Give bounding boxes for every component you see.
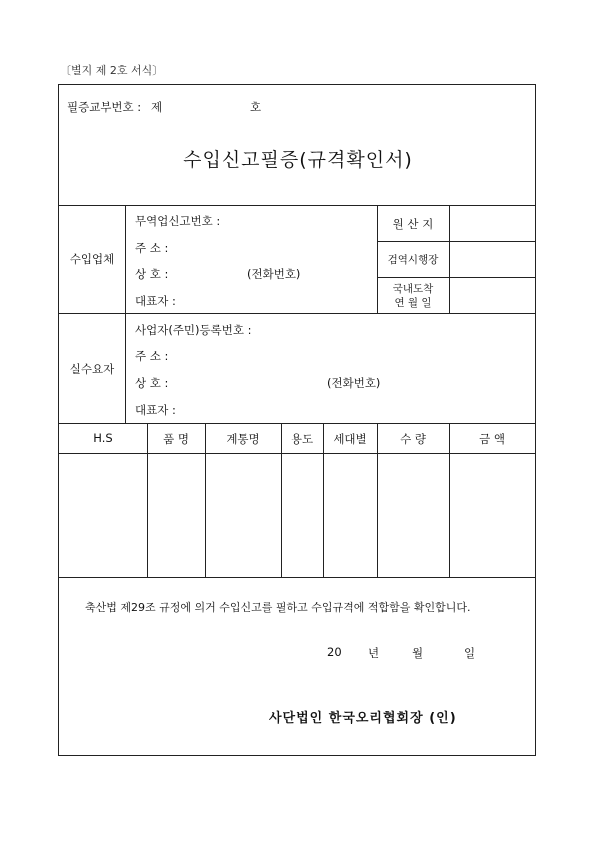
divider-table-header: [59, 453, 535, 454]
importer-phone-label: (전화번호): [247, 267, 301, 281]
header-lineage: 계통명: [226, 432, 260, 446]
header-quantity: 수 량: [400, 432, 426, 446]
certificate-form: [58, 84, 536, 756]
consumer-company-label: 상 호 :: [135, 376, 169, 390]
importer-company-label: 상 호 :: [135, 267, 169, 281]
trade-reg-label: 무역업신고번호 :: [135, 214, 221, 228]
date-year-label: 년: [368, 646, 380, 660]
consumer-address-label: 주 소 :: [135, 349, 169, 363]
consumer-phone-label: (전화번호): [327, 376, 381, 390]
divider-side-right: [449, 205, 450, 313]
divider-side-1: [377, 241, 535, 242]
divider-importer: [59, 313, 535, 314]
arrival-label-line1: 국내도착: [392, 283, 434, 295]
cert-no-suffix: 호: [250, 100, 262, 114]
header-hs: H.S: [93, 431, 113, 445]
header-amount: 금 액: [479, 432, 505, 446]
arrival-label-line2: 연 월 일: [394, 297, 432, 309]
divider-consumer: [59, 423, 535, 424]
divider-section-labels: [125, 205, 126, 423]
divider-side-2: [377, 277, 535, 278]
cert-no-prefix: 제: [151, 100, 163, 114]
date-day-label: 일: [464, 646, 476, 660]
date-year-prefix: 20: [327, 645, 342, 659]
importer-rep-label: 대표자 :: [135, 294, 176, 308]
signature-line: 사단법인 한국오리협회장 (인): [269, 711, 457, 726]
date-month-label: 월: [412, 646, 424, 660]
consumer-section-label: 실수요자: [69, 362, 115, 376]
importer-address-label: 주 소 :: [135, 241, 169, 255]
divider-table-body: [59, 577, 535, 578]
form-number-label: 〔별지 제 2호 서식〕: [60, 64, 164, 77]
document-title: 수입신고필증(규격확인서): [183, 149, 413, 171]
divider-title: [59, 205, 535, 206]
header-usage: 용도: [290, 432, 314, 446]
consumer-rep-label: 대표자 :: [135, 403, 176, 417]
origin-label: 원 산 지: [392, 217, 434, 231]
header-item-name: 품 명: [163, 432, 189, 446]
cert-no-label: 필증교부번호 :: [67, 100, 142, 114]
confirmation-statement: 축산법 제29조 규정에 의거 수입신고를 필하고 수입규격에 적합함을 확인합니다.: [85, 601, 471, 614]
importer-section-label: 수입업체: [69, 252, 115, 266]
consumer-reg-label: 사업자(주민)등록번호 :: [135, 323, 252, 337]
header-generation: 세대별: [333, 432, 367, 446]
quarantine-label: 검역시행장: [387, 254, 439, 266]
